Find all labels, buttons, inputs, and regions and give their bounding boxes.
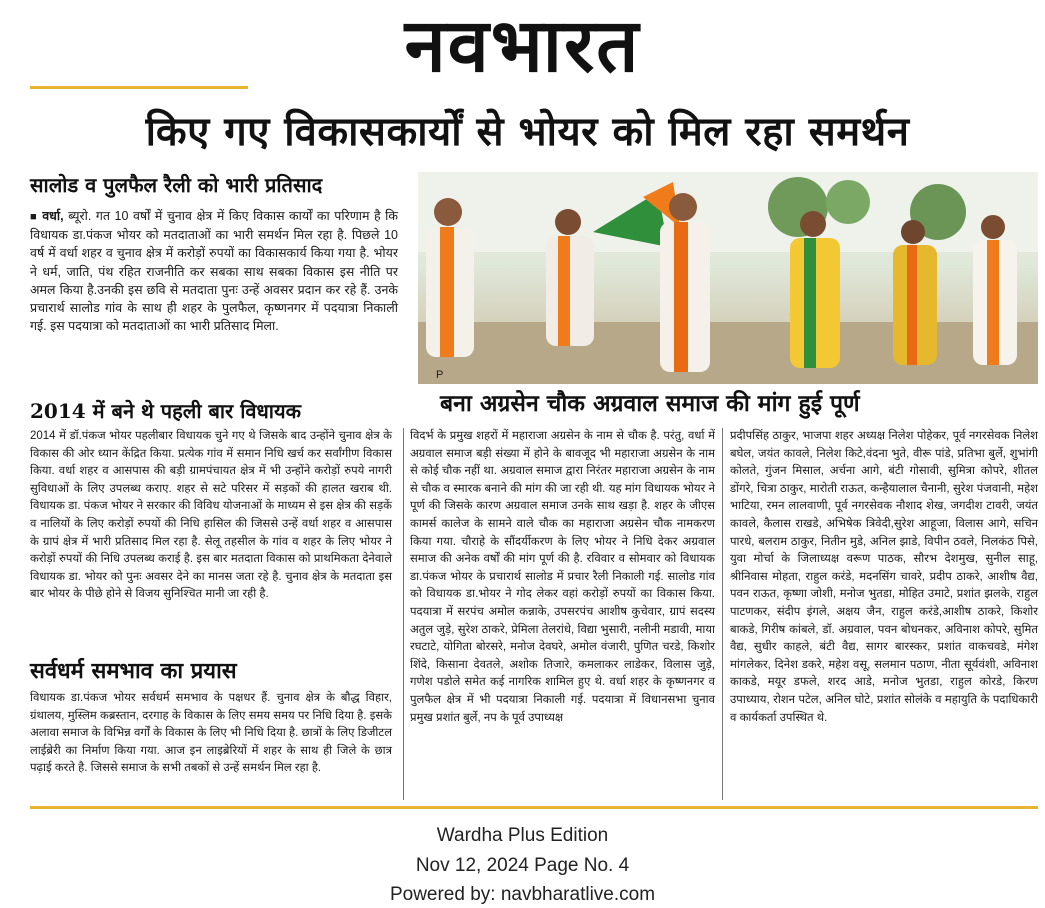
footer-date-page: Nov 12, 2024 Page No. 4 [415,855,630,876]
dateline: वर्धा, [42,209,64,223]
section-attendees-text: प्रदीपसिंह ठाकुर, भाजपा शहर अध्यक्ष निलेश पोहेकर, पूर्व नगरसेवक निलेश बघेल, जयंत कावले, निलेश किटे,वंदना भुते, वीरू पांडे, प्रतिभा बुर्ले, शुभांगी कोलते, गुंजन मिसाल, अर्चना आगे, बंटी गोसावी, सुमित्रा कोपरे, शीतल डोंगरे, चित्रा ठाकुर, मारोती राऊत, कन्हैयालाल चैनानी, सुरेश पंजवानी, महेश भाटिया, रमन लालवाणी, पूर्व नगरसेवक नौशाद शेख, जगदीश टावरी, जयंत कावले, कैलास राखडे, अभिषेक त्रिवेदी,सुरेश आहूजा, विलास आगे, सचिन पारधे, बलराम ठाकुर, नितीन मुडे, अनिल झाडे, विपीन ठवले, निलकंठ पिसे, युवा मोर्चा के जिलाध्यक्ष वरूण पाठक, सौरभ देशमुख, सुनील साहू, श्रीनिवास मोहता, राहुल करंडे, मदनसिंग चावरे, प्रदीप ठाकरे, आशीष वैद्य, पवन राऊत, कृष्णा जोशी, मनोज भुतडा, मोहित उमाटे, प्रशांत झलके, राहुल पाटणकर, संदीप इंगले, अक्षय जैन, राहुल करंडे,आशीष ठाकरे, किशोर बाकडे, गिरीष कांबले, डॉ. अग्रवाल, पवन बोधनकर, अविनाश कोपरे, सुमित वैद्य, सुधीर काहले, बंटी वैद्य, सागर बारस्कर, प्रशांत वाकचवडे, मंगेश मांगलेकर, दिनेश डकरे, महेश वसू, सलमान पठाण, नीता सूर्यवंशी, अविनाश काकडे, मयूर डफले, शरद आडे, मनोज भुतडा, राहुल कोरडे, किरण उपाध्याय, रोशन पटेल, अनिल घोटे, प्रशांत सोलंके व महायुति के पदाधिकारी व कार्यकर्ता उपस्थित थे. [730,430,1038,724]
section-mla-2014-text: 2014 में डॉ.पंकज भोयर पहलीबार विधायक चुने गए थे जिसके बाद उन्होंने चुनाव क्षेत्र के विकास की ओर ध्यान केंद्रित किया. प्रत्येक गांव में समान निधि खर्च कर सर्वांगीण विकास किया. वर्धा शहर व आसपास की बड़ी ग्रामपंचायत क्षेत्र में भी उन्होंने करोड़ों रुपये नागरी सुविधाओं के लिए उपलब्ध कराए. शहर से सटे परिसर में सड़कों की हालत खराब थी. विधायक डा. पंकज भोयर ने सरकार की विविध योजनाओं के माध्यम से इस क्षेत्र की सड़कें व नालियों के लिए करोड़ों रुपयों की निधि हासिल की जिससे उन्हें वर्धा शहर व आसपास के ग्रापं क्षेत्र में भारी प्रतिसाद मिल रहा है. सेलू तहसील के गांव व शहर के लिए भोयर ने करोड़ों रुपयों की निधि उपलब्ध कराई है. इस बार मतदाता विकास को प्राथमिकता देनेवाले विधायक डा. भोयर को पुनः अवसर देने का मानस जता रहे है. चुनाव क्षेत्र के मतदाता इस बार भोयर के पीछे होने से विजय सुनिश्चित मानी जा रही है. [30,430,392,601]
rally-photo [418,172,1038,384]
newspaper-logo: नवभारत [404,3,641,89]
section-agrasen-text: विदर्भ के प्रमुख शहरों में महाराजा अग्रसेन के नाम से चौक है. परंतु, वर्धा में अग्रवाल समाज बड़ी संख्या में होने के बावजूद भी महाराजा अग्रसेन के नाम से कोई चौक नहीं था. अग्रवाल समाज द्वारा निरंतर महाराजा अग्रसेन के नाम से चौक व स्मारक बनाने की मांग की जा रही थी. यह मांग विधायक भोयर ने पूर्ण की जिसके कारण अग्रवाल समाज उनके साथ खड़ा है. शहर के जीएस कामर्स कालेज के सामने वाले चौक का महाराजा अग्रसेन चौक नामकरण किया गया. चौराहे के सौंदर्यीकरण के लिए भोयर ने निधि देकर अग्रवाल समाज की अनेक वर्षों की मांग पूर्ण की है. रविवार व सोमवार को विधायक डा.पंकज भोयर के प्रचारार्थ सालोड में प्रचार रैली निकाली गई. सालोड गांव को विधायक डा.भोयर ने गोद लेकर वहां करोड़ों रुपयों का विकास किया. पदयात्रा में सरपंच अमोल कन्नाके, उपसरपंच आशीष कुचेवार, ग्रापं सदस्य अतुल जुड़े, सुरेश ठाकरे, प्रेमिला तेलरांधे, विद्या भुसारी, नलीनी मडावी, माया रघटाटे, योगिता बोरसरे, मनोज देवघरे, अमोल वंजारी, पुणित चरडे, किशोर शिंदे, किसाना देवतले, अशोक तिजारे, कमलाकर लाडेकर, विलास जुड़े, गणेश पडोले समेत कई नागरिक शामिल हुए थे. वर्धा शहर के कृष्णनगर व पुलफैल क्षेत्र में भी पदयात्रा निकाली गई. पदयात्रा में विधानसभा चुनाव प्रमुख प्रशांत बुर्ले, नप के पूर्व उपाध्यक्ष [410,430,715,724]
section-sarvadharm-text: विधायक डा.पंकज भोयर सर्वधर्म समभाव के पक्षधर हैं. चुनाव क्षेत्र के बौद्ध विहार, ग्रंथालय, मुस्लिम कब्रस्तान, दरगाह के विकास के लिए समय समय पर निधि दिया है. इसके अलावा समाज के विभिन्न वर्गों के विकास के लिए भी निधि दिया है. छात्रों के लिए डिजीटल लाईब्रेरी का निर्माण किया गया. आज इन लाइब्रेरियों में शहर के साथ ही जिले के छात्र पढ़ाई करते है. जिससे समाज के सभी तबकों से उन्हें समर्थन मिल रहा है. [30,692,392,775]
subheading-sarvadharm: सर्वधर्म समभाव का प्रयास [30,658,237,684]
bullet-icon: ■ [30,211,38,223]
masthead [0,0,1045,92]
masthead-underline [30,86,248,89]
intro-text: ब्यूरो. गत 10 वर्षों में चुनाव क्षेत्र में किए विकास कार्यों का परिणाम है कि विधायक डा.पंकज भोयर को मतदाताओं का भारी समर्थन मिल रहा है. पिछले 10 वर्ष में वर्धा शहर व चुनाव क्षेत्र में करोड़ों रुपयों का विकासकार्य किया गया है. भोयर ने धर्म, जाति, पंथ रहित राजनीति कर सबका साथ सबका विकास इस नीति पर अमल किया है.उनकी इस छवि से मतदाता पुनः उन्हें अवसर प्रदान कर रहे हैं. उनके प्रचारार्थ सालोड गांव के साथ ही शहर के पुलफैल, कृष्णनगर में पदयात्रा निकाली गई. इस पदयात्रा को मतदाताओं का भारी प्रतिसाद मिला. [30,209,398,334]
footer-powered-by: Powered by: navbharatlive.com [389,884,656,905]
article-bottom-rule [30,806,1038,809]
column-divider-2 [722,428,723,800]
intro-paragraph [30,207,398,335]
subheading-agrasen-chowk: बना अग्रसेन चौक अग्रवाल समाज की मांग हुई पूर्ण [440,390,860,417]
photo-signboard-text: P [436,369,444,381]
footer-edition: Wardha Plus Edition [436,825,609,846]
rally-photo-illustration [418,172,1038,384]
column-divider-1 [403,428,404,800]
subheading-mla-2014: 2014 में बने थे पहली बार विधायक [30,399,301,423]
page-title: किए गए विकासकार्यों से भोयर को मिल रहा समर्थन [145,108,910,155]
subheading-rally: सालोड व पुलफैल रैली को भारी प्रतिसाद [30,173,323,197]
